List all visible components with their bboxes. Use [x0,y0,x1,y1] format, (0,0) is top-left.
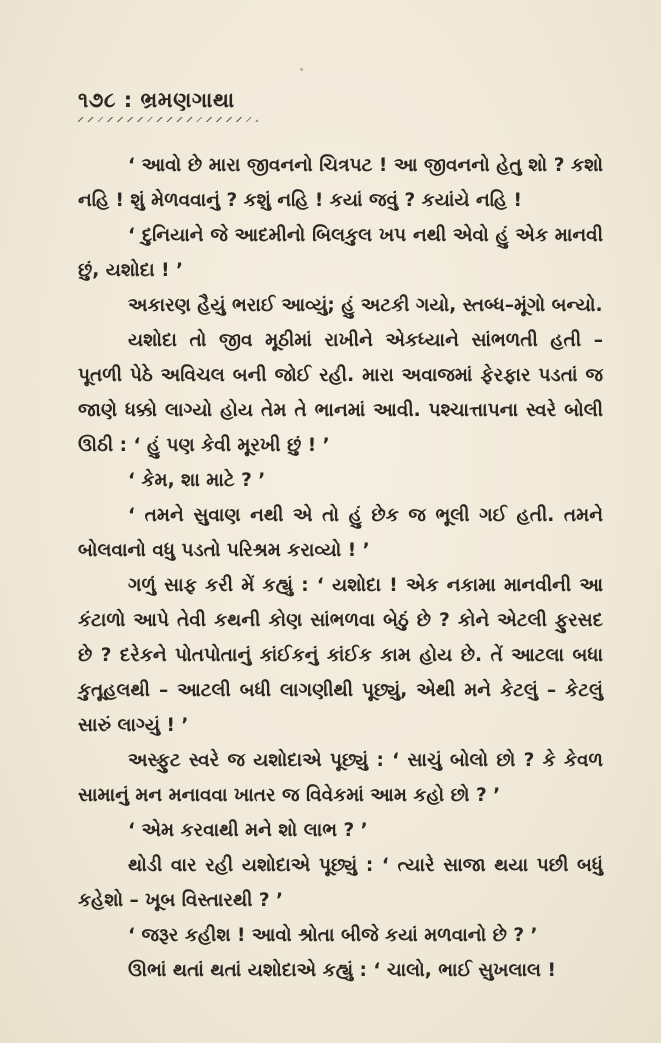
page-number: ૧૭૮ [78,88,116,112]
paragraph: ‘ એમ કરવાથી મને શો લાભ ? ’ [128,820,368,841]
paragraph: અસ્ફુટ સ્વરે જ યશોદાએ પૂછ્યું : ‘ સાચું બોલો છો ? કે કેવળ સામાનું મન મનાવવા ખાતર જ વિવેકમાં આમ કહો છો ? ’ [78,750,603,806]
page-header [78,88,258,122]
header-underline [78,117,258,122]
paper-speck [300,68,303,71]
paragraph: ઊભાં થતાં થતાં યશોદાએ કહ્યું : ‘ ચાલો, ભાઈ સુખલાલ ! [128,960,556,981]
paragraph: ‘ કેમ, શા માટે ? ’ [128,470,266,491]
paragraph: થોડી વાર રહી યશોદાએ પૂછ્યું : ‘ ત્યારે સાજા થયા પછી બધું કહેશો – ખૂબ વિસ્તારથી ? ’ [78,855,603,911]
paragraph: યશોદા તો જીવ મૂઠીમાં રાખીને એકધ્યાને સાંભળતી હતી – પૂતળી પેઠે અવિચલ બની જોઈ રહી. મારા અવાજમાં ફેરફાર પડતાં જ જાણે ધક્કો લાગ્યો હોય તેમ તે ભાનમાં આવી. પશ્ચાત્તાપના સ્વરે બોલી ઊઠી : ‘ હું પણ કેવી મૂરખી છું ! ’ [78,330,603,456]
header-separator: : [115,88,141,112]
paragraph: ‘ જરૂર કહીશ ! આવો શ્રોતા બીજે કયાં મળવાનો છે ? ’ [128,925,538,946]
body-text [78,148,603,988]
book-title: ભ્રમણગાથા [140,88,235,112]
paragraph: ‘ દુનિયાને જે આદમીનો બિલકુલ ખપ નથી એવો હું એક માનવી છું, યશોદા ! ’ [78,225,603,281]
paragraph: ગળું સાફ કરી મેં કહ્યું : ‘ યશોદા ! એક નકામા માનવીની આ કંટાળો આપે તેવી કથની કોણ સાંભળવા બેઠું છે ? કોને એટલી ફુરસદ છે ? દરેકને પોતપોતાનું કાંઈકનું કાંઈક કામ હોય છે. તેં આટલા બધા કુતૂહલથી – આટલી બધી લાગણીથી પૂછ્યું, એથી મને કેટલું – કેટલું સારું લાગ્યું ! ’ [78,575,603,736]
paragraph: ‘ આવો છે મારા જીવનનો ચિત્રપટ ! આ જીવનનો હેતુ શો ? કશો નહિ ! શું મેળવવાનું ? કશું નહિ ! કયાં જવું ? કયાંયે નહિ ! [78,155,603,211]
paragraph: ‘ તમને સુવાણ નથી એ તો હું છેક જ ભૂલી ગઈ હતી. તમને બોલવાનો વધુ પડતો પરિશ્રમ કરાવ્યો ! ’ [78,505,603,561]
paragraph: અકારણ હૈયું ભરાઈ આવ્યું; હું અટકી ગયો, સ્તબ્ધ–મૂંગો બન્યો. [128,295,603,316]
